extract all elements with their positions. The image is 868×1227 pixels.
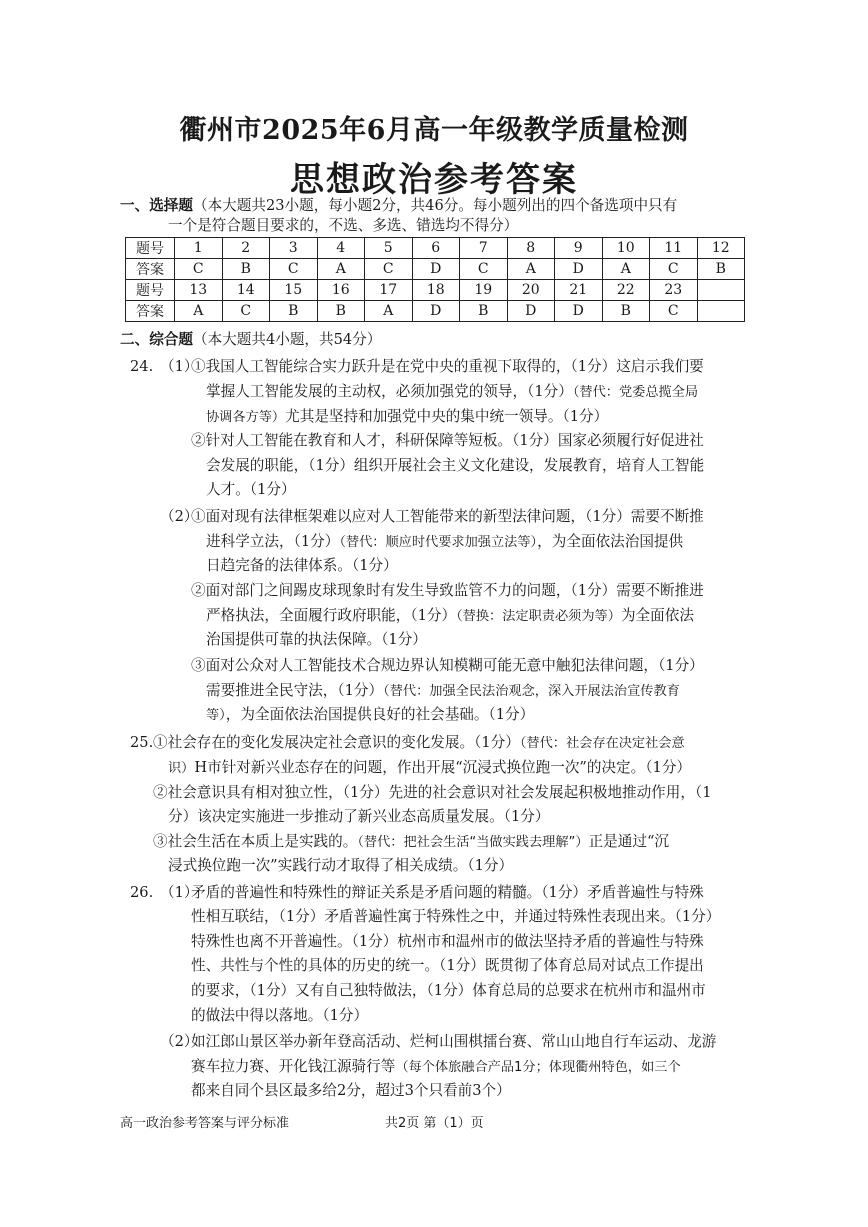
q26-p1-line2: 性相互联结，（1分）矛盾普遍性寓于特殊性之中，并通过特殊性表现出来。（1分）: [191, 908, 721, 925]
table-cell: D: [412, 259, 460, 280]
table-cell: 13: [175, 280, 223, 301]
table-cell: B: [222, 259, 270, 280]
section1-header: [120, 196, 677, 216]
q26-p2-line3: 都来自同个县区最多给2分，超过3个只看前3个）: [191, 1082, 511, 1099]
q24-part2-label: （2）: [160, 508, 199, 525]
table-cell: C: [175, 259, 223, 280]
exam-title: 衢州市2025年6月高一年级教学质量检测: [179, 115, 689, 146]
q24-p1-line2: 掌握人工智能发展的主动权，必须加强党的领导，（1分）（替代：党委总揽全局: [206, 383, 699, 400]
table-cell: 7: [460, 238, 508, 259]
q24-p1-line4: ②针对人工智能在教育和人才，科研保障等短板。（1分）国家必须履行好促进社: [191, 432, 704, 449]
table-cell: D: [555, 301, 603, 322]
q26-p1-line5: 的要求，（1分）又有自己独特做法，（1分）体育总局的总要求在杭州市和温州市: [191, 982, 706, 999]
q25-line3: ②社会意识具有相对独立性，（1分）先进的社会意识对社会发展起积极地推动作用，（1: [153, 784, 712, 801]
q25-line4: 分）该决定实施进一步推动了新兴业态高质量发展。（1分）: [168, 808, 550, 825]
table-cell: 11: [650, 238, 698, 259]
q24-p2-line9: 等），为全面依法治国提供良好的社会基础。（1分）: [206, 706, 535, 723]
table-cell: A: [175, 301, 223, 322]
q24-p2-line4: ②面对部门之间踢皮球现象时有发生导致监管不力的问题，（1分）需要不断推进: [191, 582, 704, 599]
table-cell: 19: [460, 280, 508, 301]
q24-p1-line5: 会发展的职能，（1分）组织开展社会主义文化建设，发展教育，培育人工智能: [206, 457, 705, 474]
table-cell: 4: [317, 238, 365, 259]
section1-heading: 一、选择题: [120, 197, 193, 214]
table-cell: 6: [412, 238, 460, 259]
table-cell: B: [317, 301, 365, 322]
table-cell: 8: [507, 238, 555, 259]
table-cell: 14: [222, 280, 270, 301]
table-row: [126, 238, 745, 259]
table-cell: 21: [555, 280, 603, 301]
section1-desc-line2: 一个是符合题目要求的，不选、多选、错选均不得分）: [168, 217, 519, 234]
table-cell: 12: [697, 238, 745, 259]
page-title: 思想政治参考答案: [290, 160, 578, 200]
q24-p2-line7: ③面对公众对人工智能技术合规边界认知模糊可能无意中触犯法律问题，（1分）: [191, 657, 704, 674]
table-cell: C: [365, 259, 413, 280]
table-cell: C: [650, 259, 698, 280]
table-cell: 18: [412, 280, 460, 301]
q24-p2-line2: 进科学立法，（1分）（替代：顺应时代要求加强立法等），为全面依法治国提供: [206, 533, 684, 550]
table-cell: 16: [317, 280, 365, 301]
table-cell: A: [602, 259, 650, 280]
table-cell: 2: [222, 238, 270, 259]
table-cell: C: [222, 301, 270, 322]
answer-row-label: 答案: [126, 259, 175, 280]
table-cell: [697, 280, 745, 301]
section2-header: [120, 330, 381, 350]
table-cell: 5: [365, 238, 413, 259]
footer-left: 高一政治参考答案与评分标准: [120, 1116, 290, 1131]
footer-page-info: 共2页 第（1）页: [385, 1116, 484, 1131]
table-cell: C: [270, 259, 318, 280]
q25-line5: ③社会生活在本质上是实践的。（替代：把社会生活“当做实践去理解”）正是通过“沉: [153, 833, 670, 850]
q25-line6: 浸式换位跑一次”实践行动才取得了相关成绩。（1分）: [168, 857, 514, 874]
section2-heading: 二、综合题: [120, 331, 193, 348]
table-cell: B: [697, 259, 745, 280]
q26-p1-line1: 矛盾的普遍性和特殊性的辩证关系是矛盾问题的精髓。（1分）矛盾普遍性与特殊: [191, 884, 704, 901]
table-cell: B: [602, 301, 650, 322]
q24-number: 24.: [130, 358, 154, 375]
q26-p1-line4: 性、共性与个性的具体的历史的统一。（1分）既贯彻了体育总局对试点工作提出: [191, 957, 704, 974]
table-cell: 22: [602, 280, 650, 301]
q24-p2-line3: 日趋完备的法律体系。（1分）: [206, 557, 398, 574]
table-cell: D: [507, 301, 555, 322]
table-cell: B: [270, 301, 318, 322]
table-cell: 3: [270, 238, 318, 259]
q26-p1-line6: 的做法中得以落地。（1分）: [191, 1007, 369, 1024]
q24-p2-line8: 需要推进全民守法，（1分）（替代：加强全民法治观念，深入开展法治宣传教育: [206, 682, 680, 699]
q26-p2-line1: 如江郎山景区举办新年登高活动、烂柯山围棋擂台赛、常山山地自行车运动、龙游: [191, 1033, 717, 1050]
q26-part2-label: （2）: [160, 1033, 199, 1050]
q24-p1-line1: ①我国人工智能综合实力跃升是在党中央的重视下取得的，（1分）这启示我们要: [191, 358, 704, 375]
table-row: [126, 259, 745, 280]
q24-p1-line6: 人才。（1分）: [206, 481, 296, 498]
table-cell: 10: [602, 238, 650, 259]
table-cell: B: [460, 301, 508, 322]
table-cell: A: [317, 259, 365, 280]
table-cell: D: [412, 301, 460, 322]
q26-p2-line2: 赛车拉力赛、开化钱江源骑行等（每个体旅融合产品1分；体现衢州特色，如三个: [191, 1058, 681, 1075]
q24-part1-label: （1）: [160, 358, 199, 375]
q24-p1-line3: 协调各方等）尤其是坚持和加强党中央的集中统一领导。（1分）: [206, 408, 609, 425]
table-cell: A: [365, 301, 413, 322]
table-cell: A: [507, 259, 555, 280]
q24-p2-line6: 治国提供可靠的执法保障。（1分）: [206, 631, 427, 648]
table-cell: 15: [270, 280, 318, 301]
q25-line2: 识）H市针对新兴业态存在的问题，作出开展“沉浸式换位跑一次”的决定。（1分）: [168, 759, 692, 776]
section1-desc: （本大题共23小题，每小题2分，共46分。每小题列出的四个备选项中只有: [192, 197, 678, 214]
table-cell: 23: [650, 280, 698, 301]
table-cell: 9: [555, 238, 603, 259]
section2-desc: （本大题共4小题，共54分）: [192, 331, 382, 348]
table-row: [126, 301, 745, 322]
table-cell: C: [460, 259, 508, 280]
q24-p1-alt-note: （替代：党委总揽全局: [572, 385, 699, 400]
q25-line1: ①社会存在的变化发展决定社会意识的变化发展。（1分）（替代：社会存在决定社会意: [153, 734, 685, 751]
table-cell: 1: [175, 238, 223, 259]
q25-number: 25.: [130, 734, 154, 751]
q26-number: 26.: [130, 884, 154, 901]
answer-row-label: 答案: [126, 301, 175, 322]
question-row-label: 题号: [126, 280, 175, 301]
answer-table: [125, 237, 745, 322]
table-cell: [697, 301, 745, 322]
table-row: [126, 280, 745, 301]
table-cell: D: [555, 259, 603, 280]
q24-p2-line1: ①面对现有法律框架难以应对人工智能带来的新型法律问题，（1分）需要不断推: [191, 508, 704, 525]
q26-p1-line3: 特殊性也离不开普遍性。（1分）杭州市和温州市的做法坚持矛盾的普遍性与特殊: [191, 933, 704, 950]
question-row-label: 题号: [126, 238, 175, 259]
q26-part1-label: （1）: [160, 884, 199, 901]
q24-p2-line5: 严格执法，全面履行政府职能，（1分）（替换：法定职责必须为等）为全面依法: [206, 607, 694, 624]
table-cell: 17: [365, 280, 413, 301]
table-cell: 20: [507, 280, 555, 301]
table-cell: C: [650, 301, 698, 322]
